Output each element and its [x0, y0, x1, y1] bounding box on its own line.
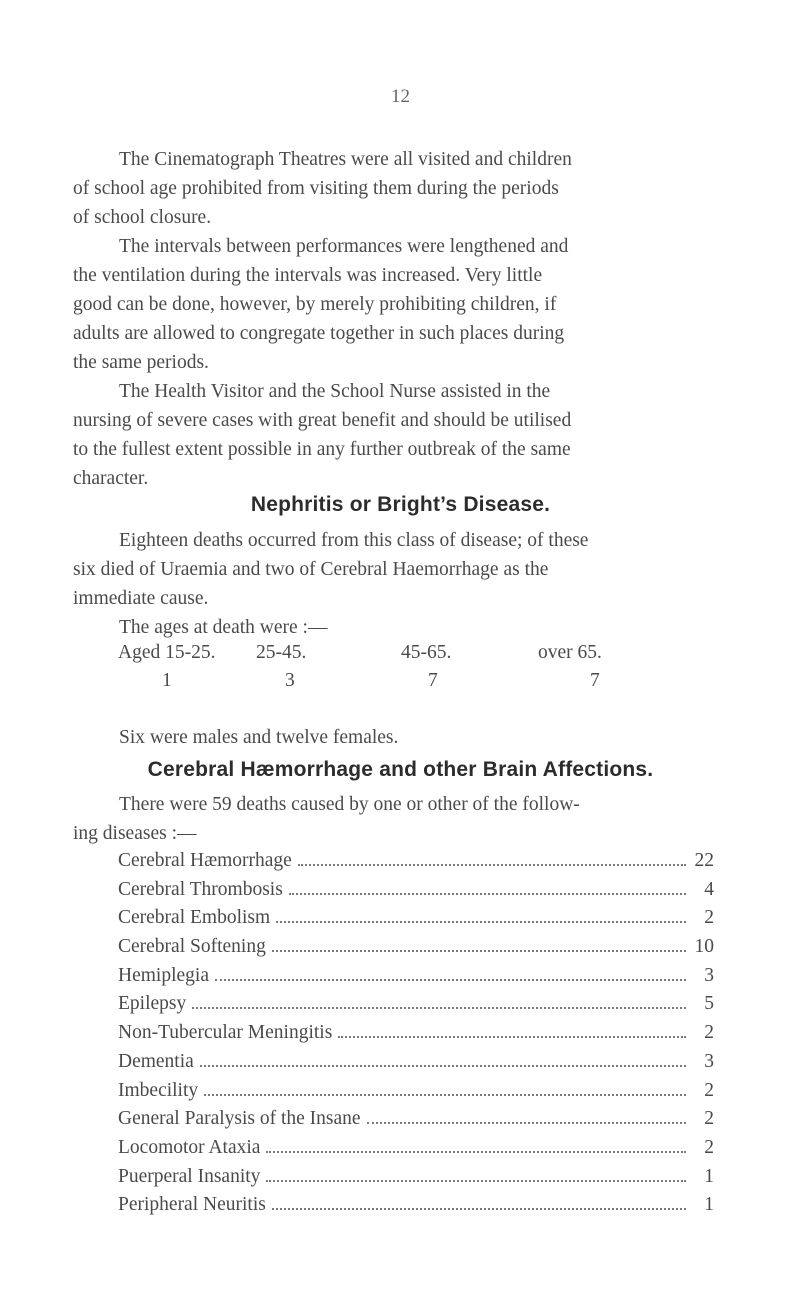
text-line: There were 59 deaths caused by one or other of the follow- [119, 794, 580, 815]
disease-name: Locomotor Ataxia [118, 1136, 261, 1158]
disease-count: 1 [704, 1165, 714, 1187]
disease-name: Puerperal Insanity [118, 1165, 261, 1187]
list-item [118, 876, 714, 905]
disease-name: Cerebral Softening [118, 936, 266, 958]
leader-dots [266, 1151, 686, 1153]
paragraph-cerebral [73, 790, 733, 848]
paragraph-cinematograph [73, 145, 733, 232]
list-item [118, 1077, 714, 1106]
paragraph-intervals [73, 232, 733, 377]
text-line: nursing of severe cases with great benefit and should be utilised [73, 410, 572, 431]
disease-count: 2 [704, 1136, 714, 1158]
disease-count: 2 [704, 907, 714, 929]
age-value: 7 [428, 670, 438, 691]
list-item [118, 990, 714, 1019]
list-item [118, 962, 714, 991]
list-item [118, 1105, 714, 1134]
disease-name: Peripheral Neuritis [118, 1194, 266, 1216]
age-values-row [118, 670, 738, 698]
disease-count: 22 [694, 850, 714, 871]
text-line: Eighteen deaths occurred from this class of disease; of these [119, 530, 589, 551]
text-line: The Cinematograph Theatres were all visited and children [119, 149, 572, 170]
disease-count: 1 [704, 1194, 714, 1216]
leader-dots [266, 1180, 686, 1182]
age-label: 25-45. [256, 642, 307, 663]
text-line: The Health Visitor and the School Nurse assisted in the [119, 381, 551, 402]
disease-name: Cerebral Thrombosis [118, 878, 283, 900]
text-line: The intervals between performances were lengthened and [119, 236, 569, 257]
leader-dots [272, 1208, 686, 1210]
text-line: six died of Uraemia and two of Cerebral Haemorrhage as the [73, 559, 549, 580]
leader-dots [298, 864, 686, 866]
list-item [118, 1163, 714, 1192]
list-item [118, 904, 714, 933]
disease-name: Imbecility [118, 1079, 199, 1101]
text-line: character. [73, 468, 149, 489]
leader-dots [200, 1065, 686, 1067]
age-label: Aged 15-25. [118, 642, 216, 663]
leader-dots [215, 979, 686, 981]
leader-dots [272, 950, 686, 952]
list-item [118, 847, 714, 876]
disease-name: Dementia [118, 1050, 194, 1072]
text-line: immediate cause. [73, 588, 209, 609]
leader-dots [338, 1036, 686, 1038]
age-value: 3 [285, 670, 295, 691]
disease-name: Non-Tubercular Meningitis [118, 1022, 333, 1044]
disease-name: Hemiplegia [118, 964, 209, 986]
age-labels-row [118, 642, 738, 670]
list-item [118, 1048, 714, 1077]
age-value: 7 [590, 670, 600, 691]
text-line: ing diseases :— [73, 823, 197, 844]
disease-count: 2 [704, 1079, 714, 1101]
age-label: over 65. [538, 642, 602, 663]
age-table [118, 642, 738, 698]
leader-dots [192, 1007, 686, 1009]
age-label: 45-65. [401, 642, 452, 663]
text-line: the same periods. [73, 352, 209, 373]
paragraph-sex [73, 723, 733, 752]
disease-count: 2 [704, 1022, 714, 1044]
paragraph-health-visitor [73, 377, 733, 493]
disease-count: 5 [704, 993, 714, 1015]
disease-name: Cerebral Hæmorrhage [118, 850, 292, 871]
list-item [118, 1019, 714, 1048]
leader-dots [204, 1094, 686, 1096]
disease-name: Cerebral Embolism [118, 907, 271, 929]
disease-count: 3 [704, 1050, 714, 1072]
list-item [118, 1191, 714, 1220]
paragraph-nephritis [73, 526, 733, 642]
age-value: 1 [162, 670, 172, 691]
text-line: Six were males and twelve females. [119, 727, 399, 748]
heading-cerebral: Cerebral Hæmorrhage and other Brain Affections. [147, 758, 654, 781]
text-line: the ventilation during the intervals was increased. Very little [73, 265, 543, 286]
disease-name: Epilepsy [118, 993, 187, 1015]
list-item [118, 933, 714, 962]
text-line: of school closure. [73, 207, 212, 228]
disease-name: General Paralysis of the Insane [118, 1108, 361, 1130]
text-line: to the fullest extent possible in any further outbreak of the same [73, 439, 571, 460]
disease-list [118, 847, 714, 1220]
text-line: The ages at death were :— [119, 617, 328, 638]
disease-count: 10 [694, 936, 714, 958]
heading-nephritis: Nephritis or Bright’s Disease. [250, 493, 551, 516]
list-item [118, 1134, 714, 1163]
disease-count: 2 [704, 1108, 714, 1130]
leader-dots [289, 893, 686, 895]
disease-count: 3 [704, 964, 714, 986]
leader-dots [367, 1122, 686, 1124]
disease-count: 4 [704, 878, 714, 900]
text-line: adults are allowed to congregate together in such places during [73, 323, 565, 344]
text-line: good can be done, however, by merely prohibiting children, if [73, 294, 557, 315]
leader-dots [276, 921, 686, 923]
text-line: of school age prohibited from visiting them during the periods [73, 178, 559, 199]
page-number: 12 [391, 86, 410, 107]
